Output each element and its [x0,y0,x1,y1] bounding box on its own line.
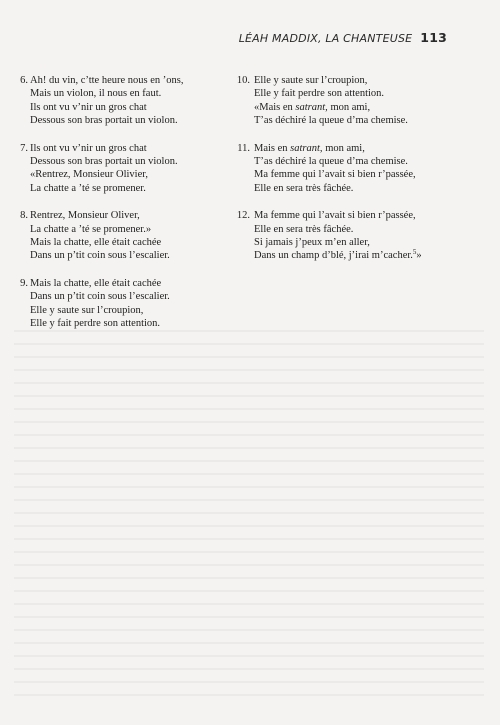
left-column [14,74,234,345]
stanza-lines [30,209,234,263]
stanza-number: 7. [20,142,28,154]
verse-line: Ma femme qui l’avait si bien r’passée, [254,210,416,222]
stanza-number: 10. [236,75,250,86]
stanza-lines [254,209,474,263]
verse-line: T’as déchiré la queue d’ma chemise. [254,156,408,168]
show-through-text [14,330,484,700]
verse-line: Elle y saute sur l’croupion, [30,304,144,316]
stanza-lines [254,142,474,196]
verse-line: La chatte a ’té se promener. [30,182,146,194]
stanza [14,74,234,128]
verse-text: mon ami, [322,142,365,154]
verse-line: Ils ont vu v’nir un gros chat [30,142,147,154]
stanza-lines [30,74,234,128]
verse-text: Dans un champ d’blé, j’irai m’cacher. [254,250,413,262]
verse-line: Elle en sera très fâchée. [254,182,354,194]
right-column [234,74,474,277]
page-number: 113 [420,30,447,45]
stanza [14,209,234,263]
verse-line: Elle en sera très fâchée. [254,223,354,235]
italic-word: satrant, [290,142,323,154]
verse-line: Ah! du vin, c’tte heure nous en ’ons, [30,75,184,86]
verse-line: La chatte a ’té se promener.» [30,223,152,235]
stanza [234,74,474,128]
verse-text: mon ami, [327,101,371,113]
stanza-number: 11. [237,142,250,154]
verse-line: Dans un p’tit coin sous l’escalier. [30,250,170,262]
verse-line: Mais la chatte, elle était cachée [30,237,162,249]
verse-line: Ils ont vu v’nir un gros chat [30,101,147,113]
running-title: LÉAH MADDIX, LA CHANTEUSE [238,32,413,45]
verse-line [254,249,474,262]
verse-line: Elle y fait perdre son attention. [30,318,161,330]
italic-word: satrant, [295,101,328,113]
verse-line: Ma femme qui l’avait si bien r’passée, [254,169,416,181]
stanza-number: 8. [20,210,28,222]
verse-line: Dessous son bras portait un violon. [30,115,178,127]
verse-line: Dessous son bras portait un violon. [30,156,178,168]
verse-text: «Mais en [254,101,296,113]
verse-line: Mais un violon, il nous en faut. [30,88,162,100]
verse-line: «Rentrez, Monsieur Olivier, [30,169,148,181]
verse-line: Si jamais j’peux m’en aller, [254,237,370,249]
running-head [0,30,447,45]
verse-line: T’as déchiré la queue d’ma chemise. [254,115,408,127]
verse-line: Elle y saute sur l’croupion, [254,75,368,86]
verse-line: Mais la chatte, elle était cachée [30,277,162,289]
verse-line [254,101,474,114]
stanza-lines [254,74,474,128]
verse-line: Elle y fait perdre son attention. [254,88,385,100]
stanza [234,209,474,263]
verse-line: Dans un p’tit coin sous l’escalier. [30,291,170,303]
verse-line: Rentrez, Monsieur Oliver, [30,210,140,222]
stanza [234,142,474,196]
stanza-number: 12. [236,210,250,222]
footnote-marker: 5 [412,248,417,257]
verse-line [254,142,474,155]
verse-text: Mais en [254,142,291,154]
verse-text: » [416,250,422,262]
stanza [14,277,234,331]
stanza-number: 6. [20,75,28,86]
stanza-number: 9. [20,277,28,289]
stanza [14,142,234,196]
stanza-lines [30,142,234,196]
stanza-lines [30,277,234,331]
